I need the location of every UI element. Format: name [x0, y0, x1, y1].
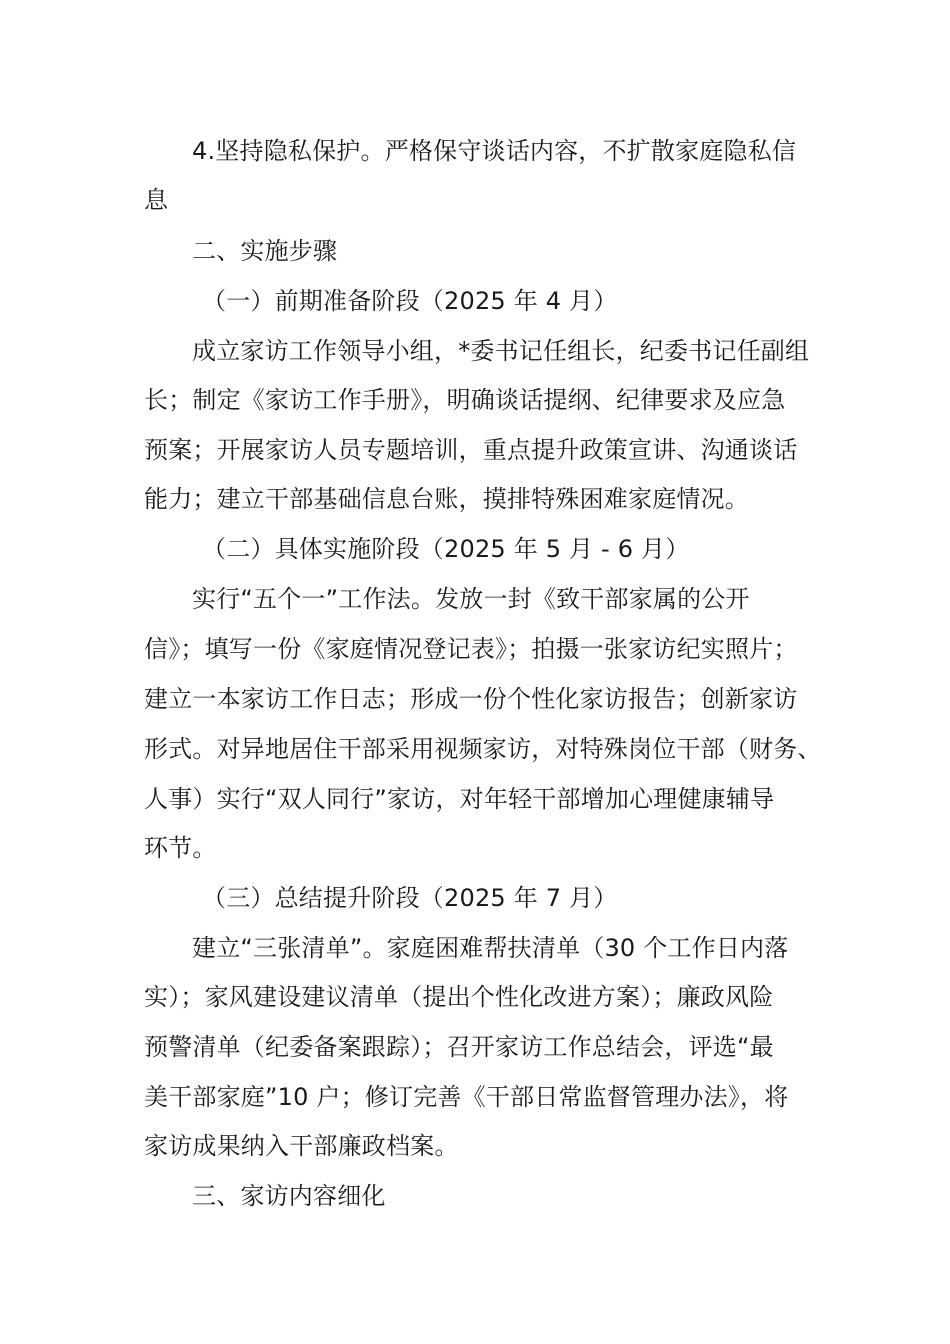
- paragraph-line: 人事）实行“双人同行”家访，对年轻干部增加心理健康辅导: [144, 785, 775, 813]
- subsection-heading: （一）前期准备阶段（2025 年 4 月）: [202, 287, 618, 315]
- paragraph-line: 环节。: [144, 834, 217, 862]
- paragraph-line: 预案；开展家访人员专题培训，重点提升政策宣讲、沟通谈话: [144, 436, 798, 464]
- section-heading: 二、实施步骤: [192, 237, 338, 265]
- paragraph-line: 成立家访工作领导小组，*委书记任组长，纪委书记任副组: [192, 337, 810, 365]
- paragraph-line: 预警清单（纪委备案跟踪）；召开家访工作总结会，评选“最: [144, 1033, 774, 1061]
- paragraph-line: 息: [144, 186, 169, 214]
- paragraph-line: 实行“五个一”工作法。发放一封《致干部家属的公开: [192, 585, 750, 613]
- paragraph-line: 建立一本家访工作日志；形成一份个性化家访报告；创新家访: [144, 685, 798, 713]
- paragraph-line: 形式。对异地居住干部采用视频家访，对特殊岗位干部（财务、: [144, 735, 822, 763]
- paragraph-line: 长；制定《家访工作手册》，明确谈话提纲、纪律要求及应急: [144, 386, 786, 414]
- paragraph-line: 建立“三张清单”。家庭困难帮扶清单（30 个工作日内落: [192, 934, 789, 962]
- paragraph-line: 信》；填写一份《家庭情况登记表》；拍摄一张家访纪实照片；: [144, 635, 798, 663]
- paragraph-line: 4.坚持隐私保护。严格保守谈话内容，不扩散家庭隐私信: [192, 137, 797, 165]
- subsection-heading: （三）总结提升阶段（2025 年 7 月）: [202, 884, 618, 912]
- subsection-heading: （二）具体实施阶段（2025 年 5 月 - 6 月）: [202, 535, 690, 563]
- section-heading: 三、家访内容细化: [192, 1182, 386, 1210]
- paragraph-line: 美干部家庭”10 户；修订完善《干部日常监督管理办法》，将: [144, 1083, 789, 1111]
- paragraph-line: 家访成果纳入干部廉政档案。: [144, 1132, 459, 1160]
- paragraph-line: 能力；建立干部基础信息台账，摸排特殊困难家庭情况。: [144, 485, 749, 513]
- paragraph-line: 实）；家风建设建议清单（提出个性化改进方案）；廉政风险: [144, 983, 774, 1011]
